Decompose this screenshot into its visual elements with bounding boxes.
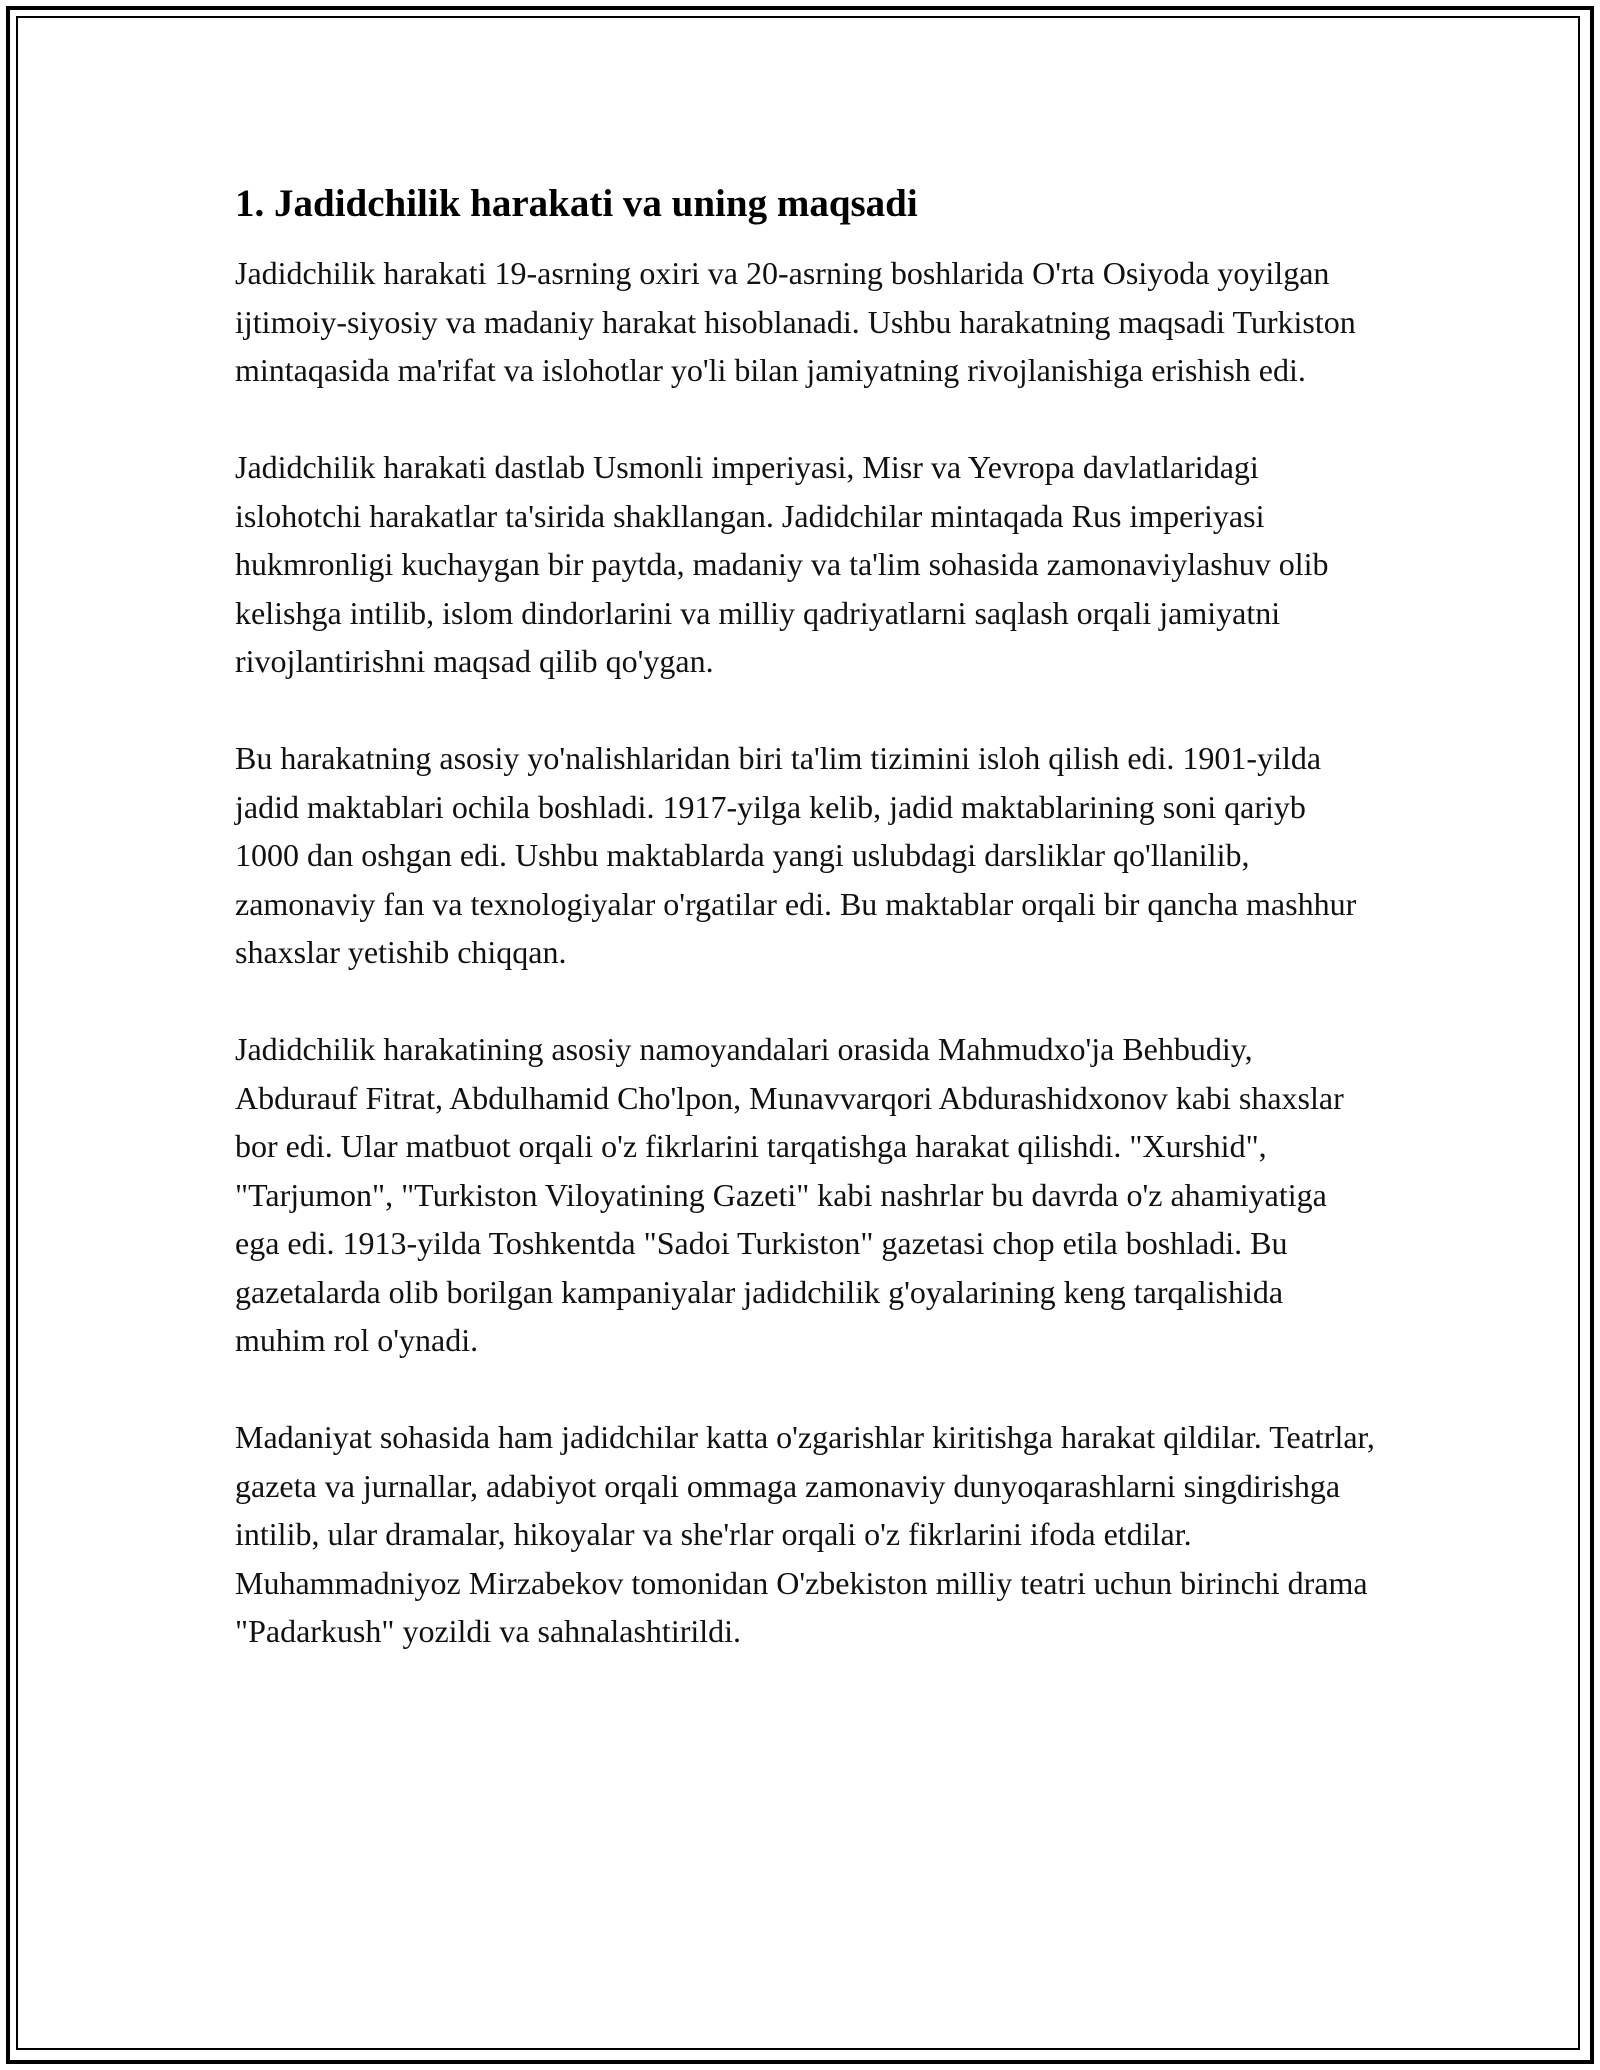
paragraph-5: Madaniyat sohasida ham jadidchilar katta o'zgarishlar kiritishga harakat qildilar. Teatrlar, gazeta va jurnallar, adabiyot orqali ommaga zamonaviy dunyoqarashlarni singdirishga intilib, ular dramalar, hikoyalar va she'rlar orqali o'z fikrlarini ifoda etdilar. Muhammadniyoz Mirzabekov tomonidan O'zbekiston milliy teatri uchun birinchi drama "Padarkush" yozildi va sahnalashtirildi. [235,1419,1375,1649]
section-heading: 1. Jadidchilik harakati va uning maqsadi [235,182,918,225]
document-body [235,182,1375,1704]
paragraph-2: Jadidchilik harakati dastlab Usmonli imperiyasi, Misr va Yevropa davlatlaridagi islohotchi harakatlar ta'sirida shakllangan. Jadidchilar mintaqada Rus imperiyasi hukmronligi kuchaygan bir paytda, madaniy va ta'lim sohasida zamonaviylashuv olib kelishga intilib, islom dindorlarini va milliy qadriyatlarni saqlash orqali jamiyatni rivojlantirishni maqsad qilib qo'ygan. [235,449,1329,679]
paragraph-1: Jadidchilik harakati 19-asrning oxiri va 20-asrning boshlarida O'rta Osiyoda yoyilgan ijtimoiy-siyosiy va madaniy harakat hisoblanadi. Ushbu harakatning maqsadi Turkiston mintaqasida ma'rifat va islohotlar yo'li bilan jamiyatning rivojlanishiga erishish edi. [235,255,1356,388]
paragraph-4: Jadidchilik harakatining asosiy namoyandalari orasida Mahmudxo'ja Behbudiy, Abdurauf Fitrat, Abdulhamid Cho'lpon, Munavvarqori Abdurashidxonov kabi shaxslar bor edi. Ular matbuot orqali o'z fikrlarini tarqatishga harakat qilishdi. "Xurshid", "Tarjumon", "Turkiston Viloyatining Gazeti" kabi nashrlar bu davrda o'z ahamiyatiga ega edi. 1913-yilda Toshkentda "Sadoi Turkiston" gazetasi chop etila boshladi. Bu gazetalarda olib borilgan kampaniyalar jadidchilik g'oyalarining keng tarqalishida muhim rol o'ynadi. [235,1031,1344,1358]
paragraph-3: Bu harakatning asosiy yo'nalishlaridan biri ta'lim tizimini isloh qilish edi. 1901-yilda jadid maktablari ochila boshladi. 1917-yilga kelib, jadid maktablarining soni qariyb 1000 dan oshgan edi. Ushbu maktablarda yangi uslubdagi darsliklar qo'llanilib, zamonaviy fan va texnologiyalar o'rgatilar edi. Bu maktablar orqali bir qancha mashhur shaxslar yetishib chiqqan. [235,740,1357,970]
